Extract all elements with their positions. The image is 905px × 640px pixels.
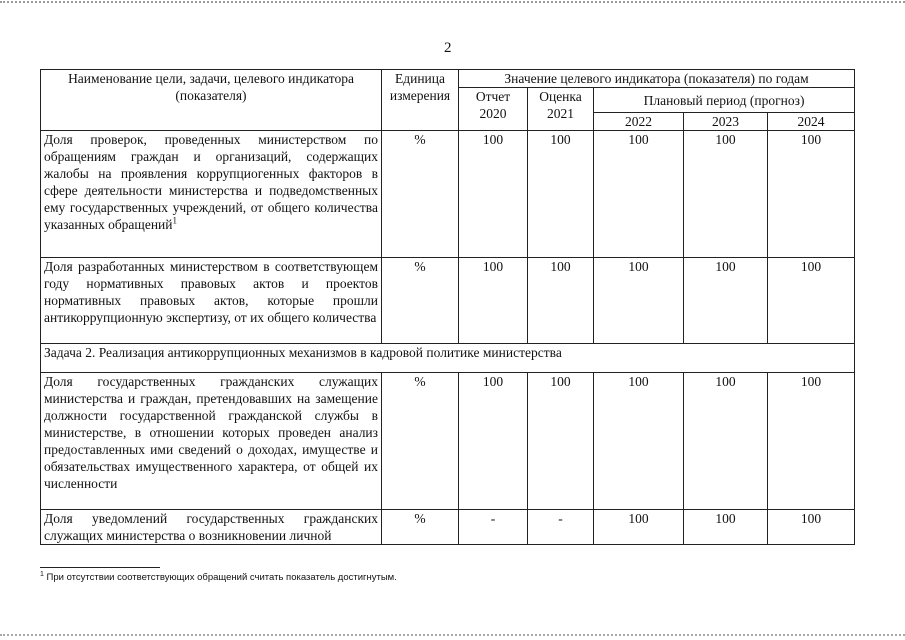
header-values-column: Значение целевого индикатора (показателя) по годам (459, 70, 855, 88)
value-2022: 100 (594, 131, 684, 258)
value-2023: 100 (684, 510, 768, 545)
table-row (41, 373, 855, 510)
table-row (41, 510, 855, 545)
indicator-name: Доля государственных гражданских служащих министерства и граждан, претендовавших на замещение должности государственной гражданской службы в министерстве, в отношении которых проведен анализ предоставленных ими сведений о доходах, имуществе и обязательствах имущественного характера, от общей их численности (41, 373, 382, 510)
header-estimate-2021: Оценка 2021 (528, 88, 594, 131)
table-row (41, 258, 855, 344)
indicator-name: Доля уведомлений государственных гражданских служащих министерства о возникновении личной (41, 510, 382, 545)
indicator-table (40, 69, 855, 545)
header-year-2022: 2022 (594, 113, 684, 131)
value-2021: 100 (528, 373, 594, 510)
table-row (41, 131, 855, 258)
scan-edge-bottom (0, 634, 905, 636)
unit-cell: % (382, 373, 459, 510)
value-2021: 100 (528, 258, 594, 344)
value-2020: - (459, 510, 528, 545)
value-2020: 100 (459, 131, 528, 258)
header-year-2024: 2024 (768, 113, 855, 131)
indicator-name: Доля разработанных министерством в соответствующем году нормативных правовых актов и проектов нормативных правовых актов, которые прошли антикоррупционную экспертизу, от их общего количества (41, 258, 382, 344)
header-report-2020: Отчет 2020 (459, 88, 528, 131)
footnote-mark: 1 (40, 570, 44, 578)
value-2024: 100 (768, 373, 855, 510)
value-2021: - (528, 510, 594, 545)
value-2024: 100 (768, 258, 855, 344)
unit-cell: % (382, 131, 459, 258)
value-2020: 100 (459, 373, 528, 510)
value-2020: 100 (459, 258, 528, 344)
value-2024: 100 (768, 131, 855, 258)
value-2021: 100 (528, 131, 594, 258)
header-planned-period: Плановый период (прогноз) (594, 88, 855, 113)
scan-edge-top (0, 1, 905, 3)
footnote (40, 572, 397, 583)
value-2022: 100 (594, 373, 684, 510)
page-number: 2 (444, 40, 452, 56)
value-2023: 100 (684, 373, 768, 510)
value-2024: 100 (768, 510, 855, 545)
header-row-1 (41, 70, 855, 88)
value-2023: 100 (684, 258, 768, 344)
value-2023: 100 (684, 131, 768, 258)
footnote-separator (40, 567, 160, 568)
value-2022: 100 (594, 258, 684, 344)
footnote-text: При отсутствии соответствующих обращений считать показатель достигнутым. (46, 572, 397, 583)
header-name-column: Наименование цели, задачи, целевого индикатора (показателя) (41, 70, 382, 131)
indicator-name: Доля проверок, проведенных министерством по обращениям граждан и организаций, содержащих жалобы на проявления коррупциогенных факторов в сфере деятельности министерства и подведомственных ему государственных учреждений, от общего количества указанных обращений$^1$ (41, 131, 382, 258)
task-row (41, 344, 855, 373)
unit-cell: % (382, 258, 459, 344)
unit-cell: % (382, 510, 459, 545)
task-2-heading: Задача 2. Реализация антикоррупционных механизмов в кадровой политике министерства (41, 344, 855, 373)
footnote-ref: 1 (172, 215, 177, 226)
header-year-2023: 2023 (684, 113, 768, 131)
header-unit-column: Единица измерения (382, 70, 459, 131)
value-2022: 100 (594, 510, 684, 545)
